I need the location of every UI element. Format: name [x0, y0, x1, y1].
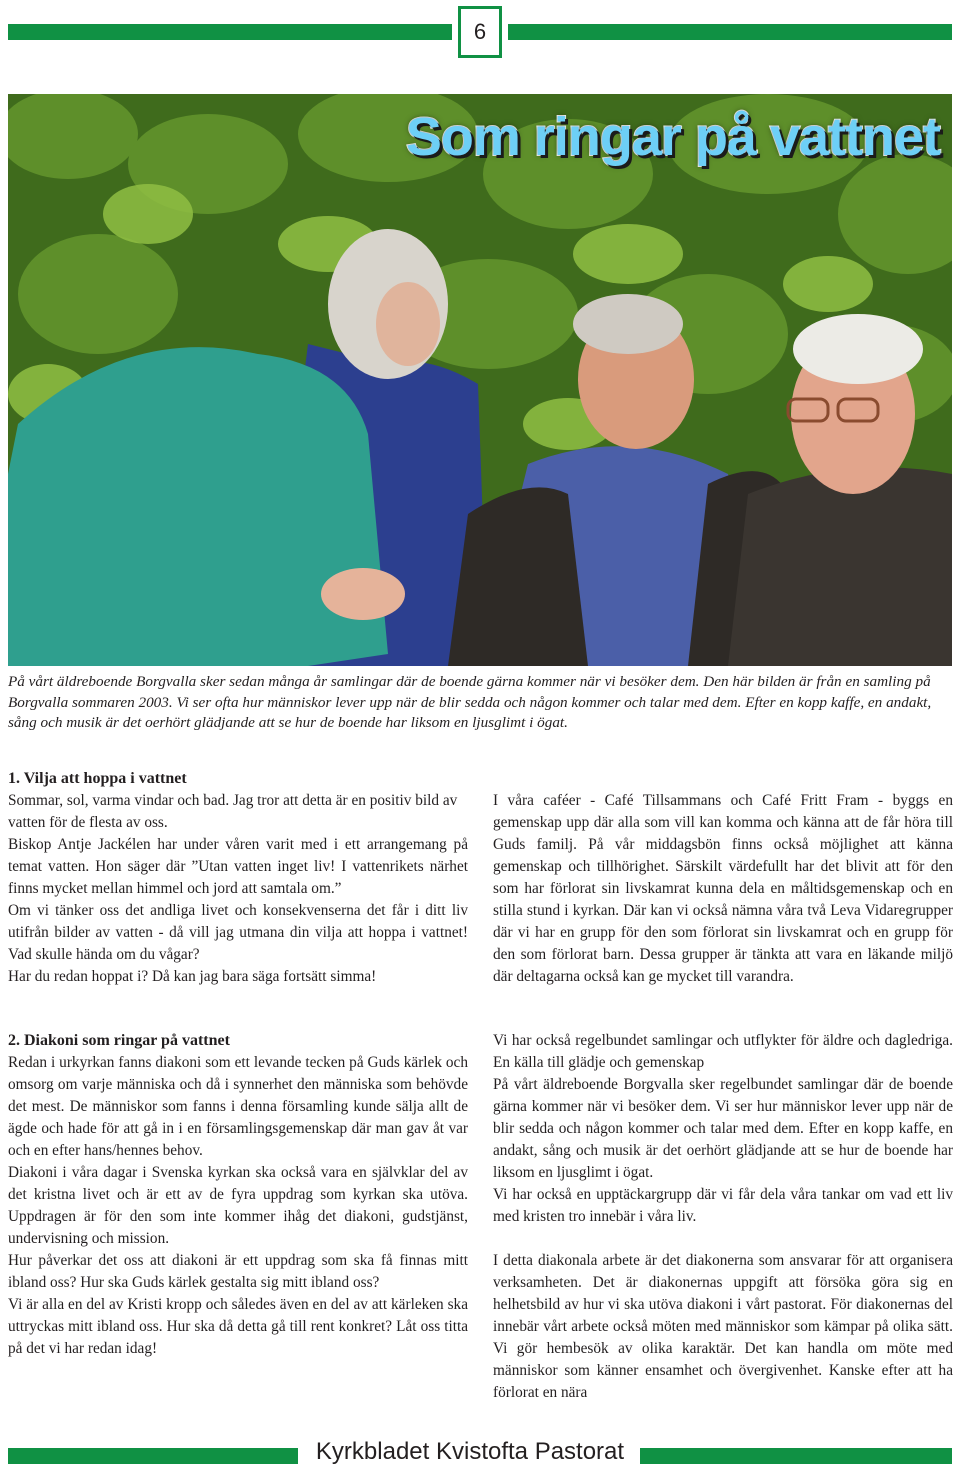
header-rule-left	[8, 24, 452, 40]
photo-caption: På vårt äldreboende Borgvalla sker sedan många år samlingar där de boende gärna kommer när vi besöker dem. Den här bilden är från en samling på Borgvalla sommaren 2003. Vi ser ofta hur människor lever upp när de blir sedda och någon kommer och talar med dem. Efter en kopp kaffe, en andakt, sång och musik är det oerhört glädjande att se hur de boende har liksom en ljusglimt i ögat.	[8, 673, 932, 731]
article-title: Som ringar på vattnet	[405, 107, 940, 167]
right-paragraph: På vårt äldreboende Borgvalla sker regelbundet samlingar där de boende gärna kommer när vi besöker dem. Vi ser hur människor lever upp när de blir sedda och någon kommer och talar med dem. Efter en kopp kaffe, en andakt, sång och musik är det oerhört glädjande att se hur de boende har liksom en ljusglimt i ögat.	[493, 1076, 953, 1181]
page-number: 6	[458, 6, 502, 58]
header-rule-right	[508, 24, 952, 40]
right-column-deacons	[493, 1250, 953, 1404]
section-2	[8, 1030, 468, 1360]
footer-rule-right	[640, 1448, 952, 1464]
hero-photo	[8, 94, 952, 666]
section-2-paragraph: Redan i urkyrkan fanns diakoni som ett levande tecken på Guds kärlek och omsorg om varje människa och då i synnerhet den människa som behövde det mest. De människor som fanns i denna församling kunde sälja allt de ägde och hade för att gå in i en församlingsgemenskap där man gav åt var och en efter hans/hennes behov.	[8, 1054, 468, 1159]
section-2-heading: 2. Diakoni som ringar på vattnet	[8, 1032, 230, 1049]
section-1-paragraph: Sommar, sol, varma vindar och bad. Jag tror att detta är en positiv bild av vatten för de flesta av oss.	[8, 792, 458, 831]
section-1-paragraph: Har du redan hoppat i? Då kan jag bara säga fortsätt simma!	[8, 968, 377, 985]
section-2-paragraph: Diakoni i våra dagar i Svenska kyrkan ska också vara en självklar del av det kristna livet och är ett av de fyra uppdrag som kyrkan ska utöva. Uppdragen är för den som inte kommer ihåg det diakoni, gudstjänst, undervisning och mission.	[8, 1164, 468, 1247]
footer-rule-left	[8, 1448, 298, 1464]
right-column-cafes	[493, 790, 953, 988]
footer-publication-name: Kyrkbladet Kvistofta Pastorat	[315, 1438, 625, 1465]
section-2-paragraph: Vi är alla en del av Kristi kropp och således även en del av att kärleken ska uttryckas mitt ibland oss. Hur ska då detta gå till rent konkret? Låt oss titta på det vi har redan idag!	[8, 1296, 468, 1357]
section-1-paragraph: Om vi tänker oss det andliga livet och konsekvenserna det får i ditt liv utifrån bilder av vatten - då vill jag utmana din vilja att hoppa i vattnet! Vad skulle hända om du vågar?	[8, 902, 468, 963]
section-2-paragraph: Hur påverkar det oss att diakoni är ett uppdrag som ska få finnas mitt ibland oss? Hur ska Guds kärlek gestalta sig mitt ibland oss?	[8, 1252, 468, 1291]
section-1	[8, 768, 468, 988]
section-1-paragraph: Biskop Antje Jackélen har under våren varit med i ett arrangemang på temat vatten. Hon säger där ”Utan vatten inget liv! I vattenrikets närhet finns mycket mellan himmel och jord att samtala om.”	[8, 836, 468, 897]
right-paragraph: Vi har också en upptäckargrupp där vi får dela våra tankar om vad ett liv med kristen tro innebär i våra liv.	[493, 1186, 953, 1225]
right-paragraph: Vi har också regelbundet samlingar och utflykter för äldre och dagledriga. En källa till glädje och gemenskap	[493, 1032, 953, 1071]
right-paragraph: I detta diakonala arbete är det diakonerna som ansvarar för att organisera verksamheten. Det är diakonernas uppgift att försöka göra sig en helhetsbild av hur vi ska utöva diakoni i vårt pastorat. För diakonernas del innebär vårt arbete också möten med människor som kämpar på olika sätt. Vi gör hembesök av olika karaktär. Det kan handla om möte med människor som känner ensamhet och övergivenhet. Kanske efter att ha förlorat en nära	[493, 1252, 953, 1401]
right-paragraph: I våra caféer - Café Tillsammans och Café Fritt Fram - byggs en gemenskap upp där alla som vill kan komma och känna att de får höra till Guds familj. På vår middagsbön finns också möjlighet att känna gemenskap och tillhörighet. Särskilt värdefullt har det blivit att för den som har förlorat sin livskamrat kunna dela en måltidsgemenskap och en stilla stund i kyrkan. Där kan vi också nämna våra två Leva Vidaregrupper där vi har en grupp för den som förlorat sin livskamrat och en grupp för den som förlorat barn. Dessa grupper är tänkta att vara en läkande miljö där deltagarna också kan ge mycket till varandra.	[493, 792, 953, 985]
section-1-heading: 1. Vilja att hoppa i vattnet	[8, 770, 187, 787]
right-column-elderly	[493, 1030, 953, 1228]
